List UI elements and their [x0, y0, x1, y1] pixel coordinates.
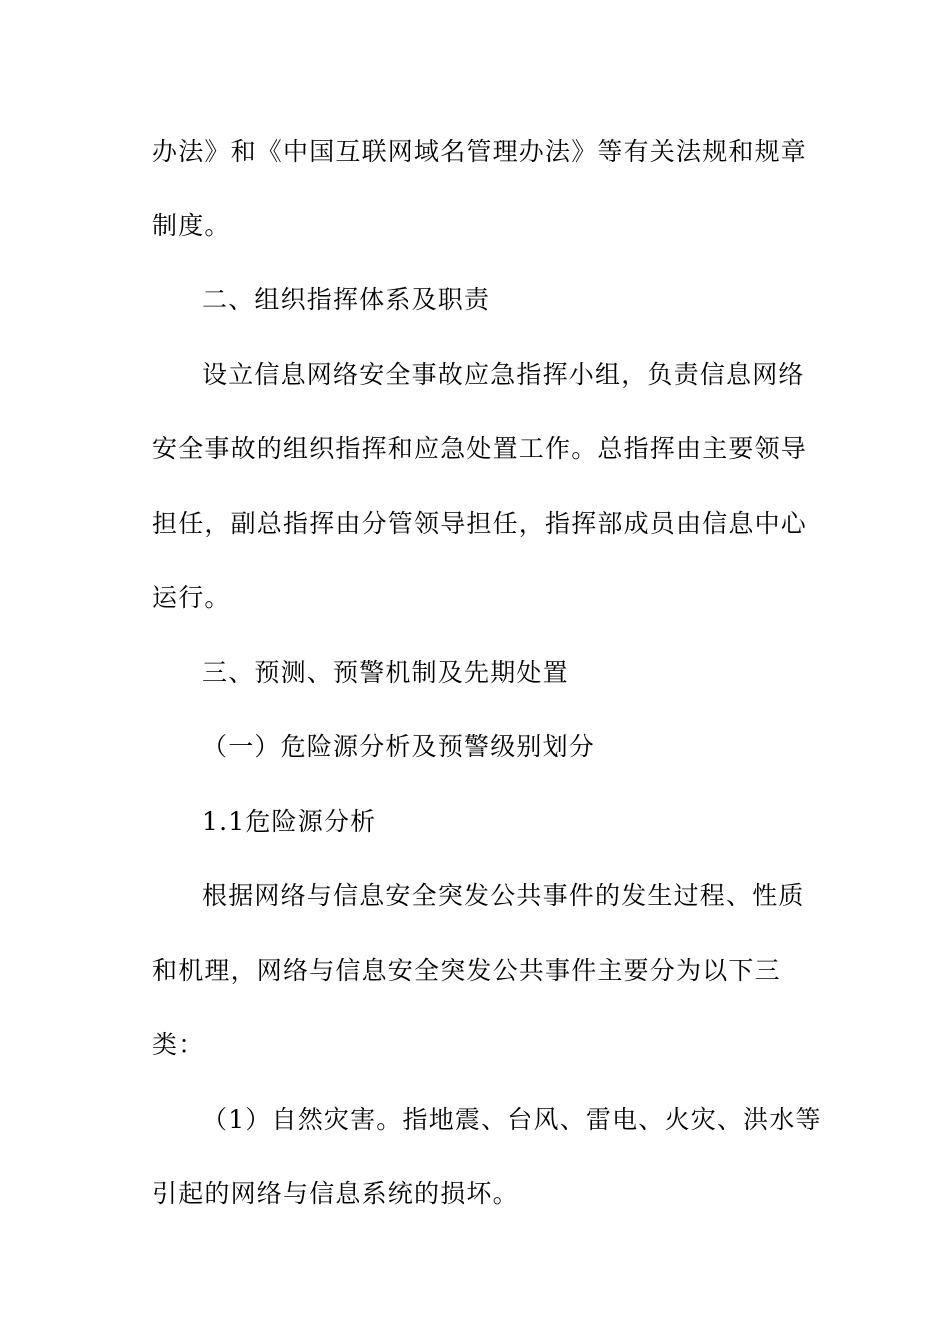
paragraph-line: 担任，副总指挥由分管领导担任，指挥部成员由信息中心 — [152, 509, 808, 538]
paragraph-line: 制度。 — [152, 211, 231, 240]
paragraph-line: 和机理，网络与信息安全突发公共事件主要分为以下三 — [152, 956, 781, 985]
paragraph-line: 设立信息网络安全事故应急指挥小组，负责信息网络 — [202, 360, 805, 389]
paragraph-line: 类： — [152, 1030, 205, 1059]
subsection-heading: 1.1危险源分析 — [202, 807, 377, 836]
section-heading: 三、预测、预警机制及先期处置 — [202, 658, 569, 687]
paragraph-line: 运行。 — [152, 583, 231, 612]
section-heading: 二、组织指挥体系及职责 — [202, 285, 491, 314]
paragraph-line: 根据网络与信息安全突发公共事件的发生过程、性质 — [202, 881, 805, 910]
paragraph-line: 安全事故的组织指挥和应急处置工作。总指挥由主要领导 — [152, 434, 808, 463]
paragraph-line: 引起的网络与信息系统的损坏。 — [152, 1179, 519, 1208]
paragraph-line: （1）自然灾害。指地震、台风、雷电、火灾、洪水等 — [202, 1105, 822, 1134]
paragraph-line: 办法》和《中国互联网域名管理办法》等有关法规和规章 — [152, 137, 808, 166]
subsection-heading: （一）危险源分析及预警级别划分 — [202, 732, 596, 761]
